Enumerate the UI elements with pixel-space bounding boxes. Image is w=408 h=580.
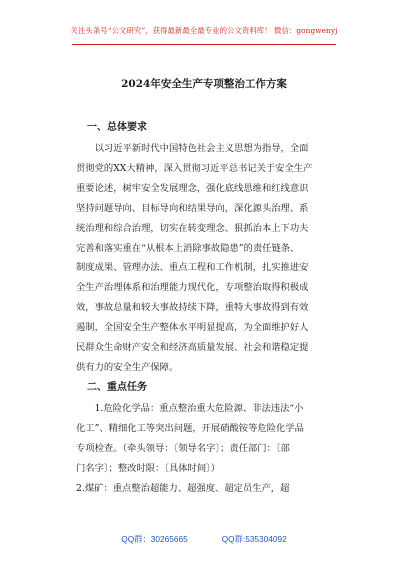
text-line: 制度成果、管理办法、重点工程和工作机制，扎实推进安	[76, 262, 309, 274]
header-divider	[72, 44, 336, 45]
text-line: 全生产治理体系和治理能力现代化，专项整治取得积极成	[76, 282, 309, 294]
footer-qq-group-2: QQ群:535304092	[221, 534, 287, 544]
document-title: 2024年安全生产专项整治工作方案	[121, 78, 287, 90]
text-line: 坚持问题导向、目标导向和结果导向，深化源头治理、系	[76, 202, 309, 214]
text-line: 以习近平新时代中国特色社会主义思想为指导，全面	[94, 143, 309, 154]
text-line: 统治理和综合治理，切实在转变理念、狠抓治本上下功夫	[76, 222, 309, 234]
page-header	[0, 0, 408, 56]
section-paragraph-general-requirements	[76, 139, 332, 378]
text-line: 完善和落实重在“从根本上消除事故隐患”的责任链条、	[76, 242, 300, 254]
section-heading-key-tasks: 二、重点任务	[87, 381, 147, 393]
text-line: 供有力的安全生产保障。	[76, 361, 179, 373]
text-line: 遏制，全国安全生产整体水平明显提高，为全面维护好人	[76, 322, 309, 334]
text-line: 门名字〕；整改时限：〔具体时间〕）	[76, 462, 221, 474]
section-paragraph-key-tasks	[76, 399, 332, 499]
text-line: 效，事故总量和较大事故持续下降，重特大事故得到有效	[76, 302, 309, 314]
text-line: 1.危险化学品：重点整治重大危险源、非法违法“小	[94, 402, 304, 414]
text-line: 化工”、精细化工等突出问题，开展硝酸铵等危险化学品	[76, 422, 304, 434]
text-line: 2.煤矿：重点整治超能力、超强度、超定员生产，超	[76, 482, 290, 494]
page-footer	[0, 533, 408, 545]
text-line: 民群众生命财产安全和经济高质量发展、社会和谐稳定提	[76, 342, 309, 354]
text-line: 贯彻党的XX大精神，深入贯彻习近平总书记关于安全生产	[76, 162, 313, 174]
document-body	[76, 112, 332, 498]
footer-qq-group-1: QQ群：30265665	[121, 534, 188, 544]
header-notice: 关注头条号“公文研究”，获得最新最全最专业的公文资料库！ 微信：gongwenyj	[70, 26, 338, 35]
text-line: 重要论述，树牢安全发展理念，强化底线思维和红线意识	[76, 182, 309, 194]
text-line: 专项检查。（牵头领导：〔领导名字〕；责任部门：〔部	[76, 442, 290, 454]
section-heading-general-requirements: 一、总体要求	[87, 122, 147, 133]
